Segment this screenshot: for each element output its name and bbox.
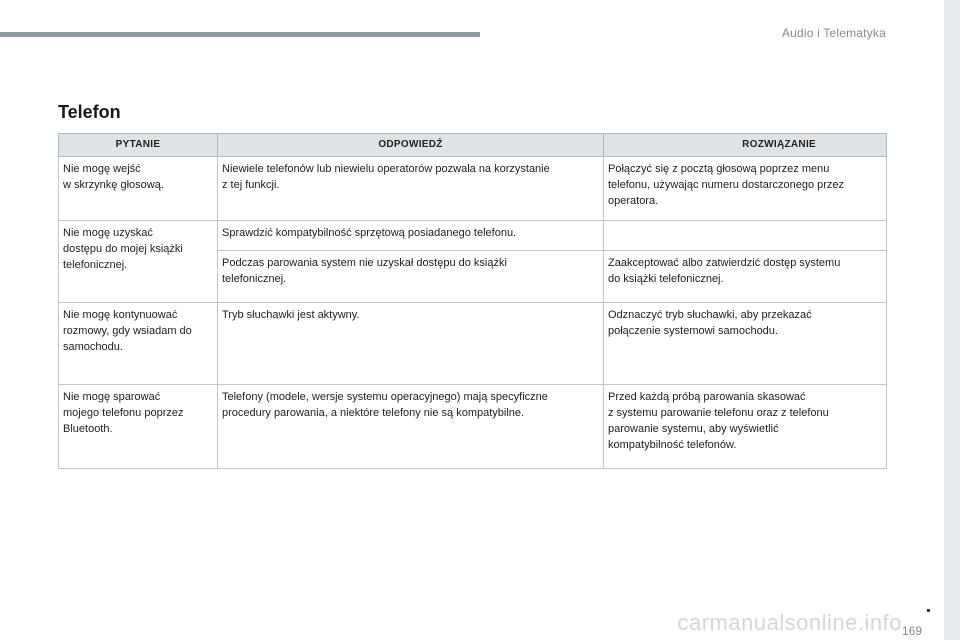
- table-row: [59, 385, 887, 469]
- page-title: Telefon: [58, 102, 121, 122]
- header-accent-bar: [0, 32, 480, 37]
- solution-cell: Odznaczyć tryb słuchawki, aby przekazać połączenie systemowi samochodu.: [604, 303, 887, 385]
- column-header-solution: ROZWIĄZANIE: [604, 134, 887, 157]
- page-edge-strip: [944, 0, 960, 640]
- solution-cell: Zaakceptować albo zatwierdzić dostęp systemu do książki telefonicznej.: [604, 251, 887, 303]
- answer-cell: Telefony (modele, wersje systemu operacyjnego) mają specyficzne procedury parowania, a niektóre telefony nie są kompatybilne.: [218, 385, 604, 469]
- question-cell: Nie mogę sparować mojego telefonu poprzez Bluetooth.: [59, 385, 218, 469]
- faq-table: [58, 133, 887, 469]
- solution-cell: Połączyć się z pocztą głosową poprzez menu telefonu, używając numeru dostarczonego przez operatora.: [604, 157, 887, 221]
- page-number: 169: [901, 624, 922, 638]
- answer-cell: Podczas parowania system nie uzyskał dostępu do książki telefonicznej.: [218, 251, 604, 303]
- question-cell: Nie mogę kontynuować rozmowy, gdy wsiadam do samochodu.: [59, 303, 218, 385]
- solution-cell: Przed każdą próbą parowania skasować z systemu parowanie telefonu oraz z telefonu parowanie systemu, aby wyświetlić kompatybilność telefonów.: [604, 385, 887, 469]
- footer-dot: [927, 609, 930, 612]
- question-cell: Nie mogę wejść w skrzynkę głosową.: [59, 157, 218, 221]
- table-row: [59, 221, 887, 251]
- question-cell: Nie mogę uzyskać dostępu do mojej książki telefonicznej.: [59, 221, 218, 303]
- solution-cell: [604, 221, 887, 251]
- table-header-row: [59, 134, 887, 157]
- table-row: [59, 157, 887, 221]
- answer-cell: Tryb słuchawki jest aktywny.: [218, 303, 604, 385]
- column-header-answer: ODPOWIEDŹ: [218, 134, 604, 157]
- column-header-question: PYTANIE: [59, 134, 218, 157]
- watermark: carmanualsonline.info: [677, 610, 902, 635]
- table-row: [59, 303, 887, 385]
- answer-cell: Niewiele telefonów lub niewielu operatorów pozwala na korzystanie z tej funkcji.: [218, 157, 604, 221]
- answer-cell: Sprawdzić kompatybilność sprzętową posiadanego telefonu.: [218, 221, 604, 251]
- section-header: Audio i Telematyka: [781, 26, 886, 40]
